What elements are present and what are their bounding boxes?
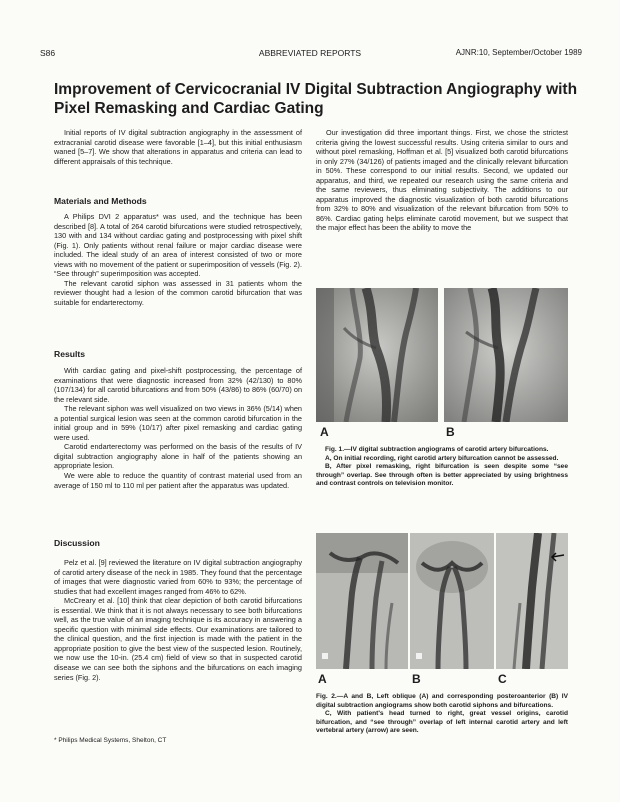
figure2-label-a: A	[318, 672, 327, 686]
article-title: Improvement of Cervicocranial IV Digital Subtraction Angiography with Pixel Remasking and Cardiac Gating	[54, 81, 578, 117]
results-paragraph-1: With cardiac gating and pixel-shift postprocessing, the percentage of examinations that were diagnostic increased from 32% (42/130) to 80% (107/134) for all carotid bifurcations and from 50% (43/86) to 86% (60/70) on the relevant side.	[54, 366, 302, 404]
intro-text	[54, 128, 302, 166]
methods-paragraph-1: A Philips DVI 2 apparatus* was used, and the technique has been described [8]. A total of 264 carotid bifurcations were studied retrospectively, 130 with and 134 without cardiac gating and postprocessing with pixel shift (Fig. 1). Only patients without renal failure or major cardiac disease were included. The ideal study of an area of interest consisted of two or more views with no movement of the patient or superimposition of vessels (Fig. 2). “See through” superimposition was accepted.	[54, 212, 302, 279]
methods-heading: Materials and Methods	[54, 196, 147, 206]
figure1-image-a	[316, 288, 438, 422]
figure2-caption-ab: Fig. 2.—A and B, Left oblique (A) and corresponding posteroanterior (B) IV digital subtraction angiograms show both carotid siphons and bifurcations.	[316, 693, 568, 709]
discussion-paragraph-1: Pelz et al. [9] reviewed the literature on IV digital subtraction angiography of carotid artery disease of the neck in 1985. They found that the percentage of images that were diagnostic varied from 60% to 93%; the percentage of studies that had excellent images ranged from 46% to 62%.	[54, 558, 302, 596]
section-title: ABBREVIATED REPORTS	[258, 48, 362, 58]
results-heading: Results	[54, 349, 86, 359]
journal-citation: AJNR:10, September/October 1989	[455, 48, 582, 57]
discussion-paragraph-2: McCreary et al. [10] think that clear depiction of both carotid bifurcations is essential. We think that it is not always necessary to see both bifurcations well, as the true value of an imaging technique is its accuracy in answering a specific question with minimal side effects. Our examinations are tailored to the clinical question, and the first injection is made with the patient in the appropriate position to give the best view of the suspected lesion. Routinely, we now use the 10-in. (25.4 cm) field of view so that in suspected carotid disease we can see both the siphons and the bifurcations on each imaging series (Fig. 2).	[54, 596, 302, 682]
figure1-caption-a: A, On initial recording, right carotid artery bifurcation cannot be assessed.	[325, 454, 559, 462]
figure1-image-b	[444, 288, 568, 422]
figure1-caption	[316, 446, 568, 489]
figure1-label-a: A	[320, 425, 329, 439]
figure2-image-c	[496, 533, 568, 669]
figure1-label-b: B	[446, 425, 455, 439]
figure2-caption	[316, 693, 568, 736]
discussion-continued-text	[316, 128, 568, 233]
figure1-caption-b: B, After pixel remasking, right bifurcation is seen despite some “see through” overlap. See through often is better appreciated by using brightness and contrast controls on television monitor.	[316, 463, 568, 488]
results-paragraph-2: The relevant siphon was well visualized on two views in 36% (5/14) when a potential surgical lesion was seen at the common carotid bifurcation in the initial group and in 59% (10/17) after pixel remasking and cardiac gating were used.	[54, 404, 302, 442]
page-number: S86	[40, 48, 56, 58]
results-text	[54, 366, 302, 490]
figure2-image-b	[410, 533, 494, 669]
results-paragraph-3: Carotid endarterectomy was performed on the basis of the results of IV digital subtraction angiography alone in half of the patients showing an appropriate lesion.	[54, 442, 302, 471]
methods-paragraph-2: The relevant carotid siphon was assessed in 31 patients whom the reviewer thought had a lesion of the common carotid bifurcation that was suitable for endarterectomy.	[54, 278, 302, 307]
figure2-image-a	[316, 533, 408, 669]
discussion-text	[54, 558, 302, 682]
discussion-heading: Discussion	[54, 538, 100, 548]
results-paragraph-4: We were able to reduce the quantity of contrast material used from an average of 150 ml to 110 ml per patient after the apparatus was updated.	[54, 471, 302, 490]
intro-paragraph: Initial reports of IV digital subtraction angiography in the assessment of extracranial carotid disease were favorable [1–4], but this initial enthusiasm waned [5–7]. We show that alterations in apparatus and criteria can lead to different appraisals of this technique.	[54, 128, 302, 166]
figure2-label-b: B	[412, 672, 421, 686]
methods-text	[54, 212, 302, 307]
figure2-label-c: C	[498, 672, 507, 686]
footnote: * Philips Medical Systems, Shelton, CT	[54, 737, 167, 744]
discussion-continued-paragraph: Our investigation did three important things. First, we chose the strictest criteria giving the lowest successful results. Using criteria similar to ours and without pixel remasking, Hoffman et al. [5] visualized both carotid bifurcations in only 27% (34/126) of patients imaged and the clinically relevant bifurcation in 50%. These correspond to our initial results. Second, we updated our apparatus, and third, we repeated our research using the same criteria and the same reviewers, thus eliminating subjectivity. The additions to our apparatus improved the diagnostic visualization of both carotid bifurcations from 32% to 80% and visualization of the relevant bifurcation from 50% to 86%. Cardiac gating helps eliminate carotid movement, but we suspect that the major effect has been the ability to move the	[316, 128, 568, 233]
figure1-caption-lead: Fig. 1.—IV digital subtraction angiograms of carotid artery bifurcations.	[325, 446, 549, 453]
figure2-caption-c: C, With patient's head turned to right, great vessel origins, carotid bifurcation, and “see through” overlap of left internal carotid artery and left vertebral artery (arrow) are seen.	[316, 710, 568, 735]
